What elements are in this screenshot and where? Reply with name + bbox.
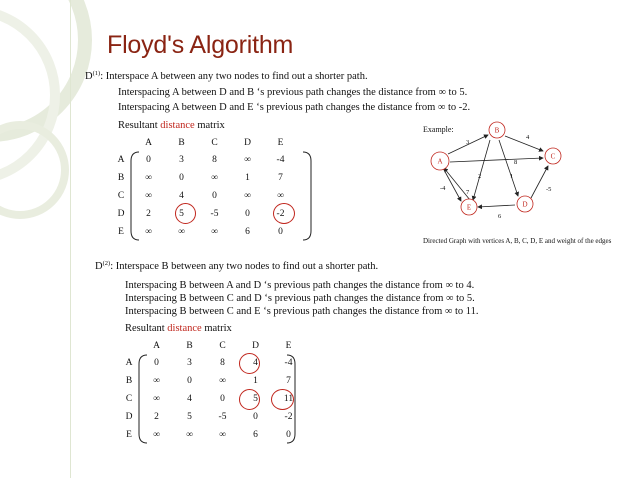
weight-bc: 4 — [526, 134, 530, 141]
weight-ab: 3 — [466, 139, 470, 146]
cell: -2 — [284, 412, 293, 422]
node-a-label: A — [437, 157, 443, 166]
edge-bc — [505, 136, 543, 151]
row-label: D — [117, 209, 125, 219]
row-label: A — [125, 358, 133, 368]
cell: ∞ — [186, 430, 193, 440]
cell: 1 — [253, 376, 258, 386]
col-header: E — [277, 138, 284, 148]
cell: ∞ — [178, 227, 185, 237]
cell: ∞ — [145, 227, 152, 237]
cell: ∞ — [244, 155, 251, 165]
cell: ∞ — [153, 430, 160, 440]
cell: -4 — [276, 155, 285, 165]
cell: ∞ — [145, 191, 152, 201]
slide-title: Floyd's Algorithm — [107, 31, 294, 59]
col-header: E — [285, 341, 292, 351]
cell: 1 — [245, 173, 250, 183]
directed-graph — [418, 118, 633, 248]
weight-be: 2 — [478, 173, 482, 180]
cell: -2 — [276, 209, 285, 219]
cell: 0 — [245, 209, 250, 219]
cell: 0 — [154, 358, 159, 368]
node-d-label: D — [522, 200, 528, 209]
step2-heading — [95, 262, 378, 273]
edge-dc — [531, 166, 548, 198]
cell: 6 — [253, 430, 258, 440]
cell: 4 — [253, 358, 258, 368]
row-label: B — [117, 173, 125, 183]
result-red: distance — [160, 120, 195, 131]
cell: ∞ — [211, 173, 218, 183]
row-label: B — [125, 376, 133, 386]
cell: 8 — [212, 155, 217, 165]
weight-dc: -5 — [546, 186, 552, 193]
step1-line1: Interspacing A between D and B ‘s previous path changes the distance from ∞ to 5. — [118, 87, 468, 98]
edge-ac — [450, 158, 543, 162]
col-header: C — [211, 138, 218, 148]
step2-result-label — [125, 324, 232, 335]
cell: 0 — [146, 155, 151, 165]
cell: ∞ — [219, 430, 226, 440]
right-bracket — [302, 151, 312, 241]
step1-result-label — [118, 121, 225, 132]
row-label: E — [126, 430, 132, 440]
result-suffix: matrix — [194, 120, 225, 131]
cell: 2 — [146, 209, 151, 219]
step2-line1: Interspacing B between A and D ‘s previous path changes the distance from ∞ to 4. — [125, 280, 475, 291]
weight-ac: 8 — [514, 159, 518, 166]
cell: -4 — [284, 358, 293, 368]
weight-ae: -4 — [440, 185, 446, 192]
edge-ae — [443, 168, 461, 201]
left-bracket — [138, 354, 148, 444]
cell: 4 — [179, 191, 184, 201]
row-label: A — [117, 155, 125, 165]
col-header: D — [252, 341, 259, 351]
cell: -5 — [218, 412, 227, 422]
step2-line3: Interspacing B between C and E ‘s previous path changes the distance from ∞ to 11. — [125, 306, 479, 317]
node-c-label: C — [550, 152, 556, 161]
cell: 5 — [179, 209, 184, 219]
cell: ∞ — [145, 173, 152, 183]
col-header: B — [186, 341, 193, 351]
weight-bd: 1 — [510, 173, 514, 180]
node-b-label: B — [494, 126, 500, 135]
col-header: C — [219, 341, 226, 351]
result-prefix: Resultant — [125, 323, 168, 334]
row-label: D — [125, 412, 133, 422]
cell: 2 — [154, 412, 159, 422]
step1-heading-text: : Interspace A between any two nodes to find out a shorter path. — [100, 71, 368, 82]
cell: 7 — [286, 376, 291, 386]
col-header: B — [178, 138, 185, 148]
cell: 3 — [179, 155, 184, 165]
step2-sup: (2) — [102, 260, 111, 267]
step2-label: D — [95, 261, 103, 272]
cell: 3 — [187, 358, 192, 368]
cell: ∞ — [244, 191, 251, 201]
col-header: A — [145, 138, 152, 148]
example-label: Example: — [423, 125, 454, 134]
weight-de: 6 — [498, 213, 502, 220]
graph-caption: Directed Graph with vertices A, B, C, D, E and weight of the edges — [423, 237, 612, 245]
step1-label: D — [85, 71, 93, 82]
step2-heading-text: : Interspace B between any two nodes to find out a shorter path. — [110, 261, 379, 272]
cell: ∞ — [219, 376, 226, 386]
edge-be — [473, 140, 490, 200]
cell: 6 — [245, 227, 250, 237]
col-header: D — [244, 138, 251, 148]
row-label: C — [125, 394, 133, 404]
cell: 0 — [220, 394, 225, 404]
cell: 5 — [187, 412, 192, 422]
left-bracket — [130, 151, 140, 241]
row-label: E — [118, 227, 124, 237]
cell: -5 — [210, 209, 219, 219]
step1-line2: Interspacing A between D and E ‘s previous path changes the distance from ∞ to -2. — [118, 102, 471, 113]
row-label: C — [117, 191, 125, 201]
step1-sup: (1) — [92, 70, 101, 77]
cell: 0 — [179, 173, 184, 183]
cell: 5 — [253, 394, 258, 404]
cell: 0 — [212, 191, 217, 201]
cell: ∞ — [211, 227, 218, 237]
cell: 0 — [253, 412, 258, 422]
highlight-circle — [239, 353, 260, 374]
cell: 11 — [283, 394, 294, 404]
highlight-circle — [271, 389, 294, 410]
divider-line — [70, 0, 71, 478]
result-red: distance — [167, 323, 202, 334]
cell: 0 — [187, 376, 192, 386]
result-suffix: matrix — [201, 323, 232, 334]
cell: 0 — [278, 227, 283, 237]
node-e-label: E — [466, 203, 472, 212]
result-prefix: Resultant — [118, 120, 161, 131]
step1-heading — [85, 72, 368, 83]
cell: 7 — [278, 173, 283, 183]
col-header: A — [153, 341, 160, 351]
cell: ∞ — [153, 394, 160, 404]
highlight-circle — [239, 389, 260, 410]
cell: 0 — [286, 430, 291, 440]
cell: 4 — [187, 394, 192, 404]
cell: 8 — [220, 358, 225, 368]
cell: ∞ — [277, 191, 284, 201]
weight-ea: 7 — [466, 189, 470, 196]
edge-bd — [499, 140, 518, 196]
edge-de — [478, 205, 515, 207]
cell: ∞ — [153, 376, 160, 386]
highlight-circle — [273, 203, 295, 224]
highlight-circle — [175, 203, 196, 224]
step2-line2: Interspacing B between C and D ‘s previous path changes the distance from ∞ to 5. — [125, 293, 475, 304]
